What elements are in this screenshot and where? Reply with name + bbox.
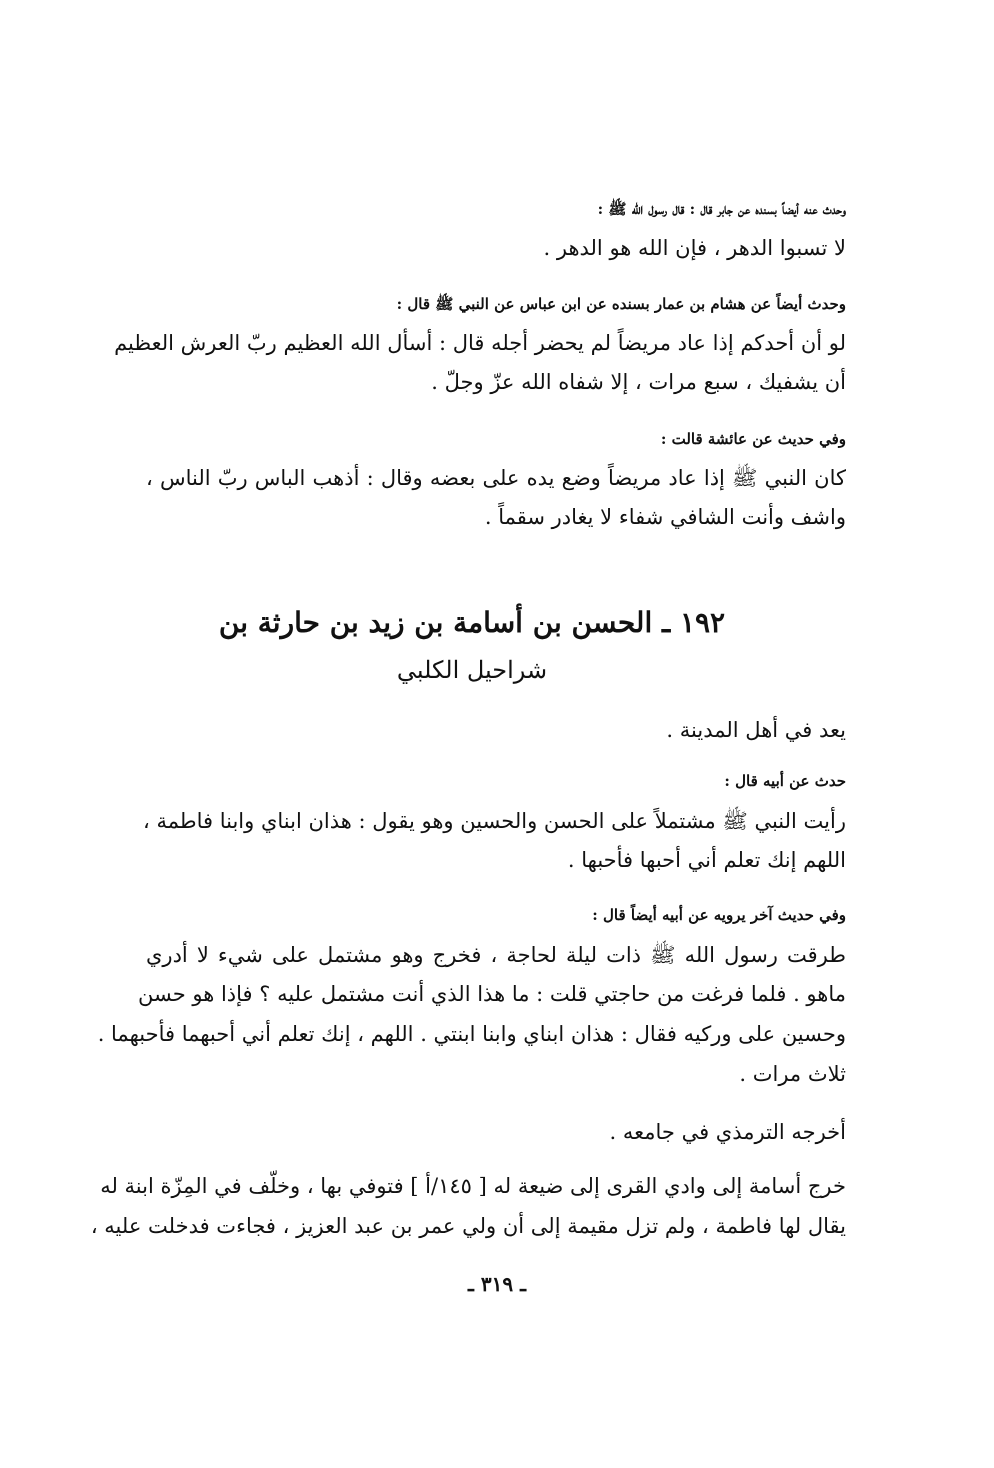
page-number: ـ ٣١٩ ـ <box>468 1272 526 1296</box>
entry-heading: ١٩٢ ـ الحسن بن أسامة بن زيد بن حارثة بن <box>218 606 726 639</box>
hadith-chain-jabir: وحدث عنه أيضاً بسنده عن جابر قال : قال رسول الله ﷺ : <box>597 200 846 218</box>
source-reference: أخرجه الترمذي في جامعه . <box>609 1120 846 1144</box>
hadith-text-night-visit-line-2: ماهو . فلما فرغت من حاجتي قلت : ما هذا الذي أنت مشتمل عليه ؟ فإذا هو حسن <box>137 982 846 1006</box>
hadith-chain-father-2: وفي حديث آخر يرويه عن أبيه أيضاً قال : <box>592 906 846 924</box>
entry-note: يعد في أهل المدينة . <box>666 718 846 742</box>
hadith-chain-aisha: وفي حديث عن عائشة قالت : <box>660 430 846 448</box>
hadith-text-dahr: لا تسبوا الدهر ، فإن الله هو الدهر . <box>543 236 846 260</box>
hadith-text-night-visit-line-1: طرقت رسول الله ﷺ ذات ليلة لحاجة ، فخرج وهو مشتمل على شيء لا أدري <box>146 943 846 967</box>
narrative-line-1: خرج أسامة إلى وادي القرى إلى ضيعة له [ ١٤٥/أ ] فتوفي بها ، وخلّف في المِزّة ابنة له <box>100 1174 846 1198</box>
entry-heading-continued: شراحيل الكلبي <box>396 656 548 684</box>
hadith-text-aisha-line-1: كان النبي ﷺ إذا عاد مريضاً وضع يده على بعضه وقال : أذهب الباس ربّ الناس ، <box>146 466 846 490</box>
hadith-chain-ibn-abbas: وحدث أيضاً عن هشام بن عمار بسنده عن ابن عباس عن النبي ﷺ قال : <box>396 295 846 313</box>
hadith-text-hasan-husayn-line-1: رأيت النبي ﷺ مشتملاً على الحسن والحسين وهو يقول : هذان ابناي وابنا فاطمة ، <box>143 809 846 833</box>
hadith-text-aisha-line-2: واشف وأنت الشافي شفاء لا يغادر سقماً . <box>484 505 846 529</box>
hadith-chain-father: حدث عن أبيه قال : <box>724 772 846 790</box>
hadith-text-hasan-husayn-line-2: اللهم إنك تعلم أني أحبها فأحبها . <box>567 848 846 872</box>
hadith-text-visiting-sick-line-2: أن يشفيك ، سبع مرات ، إلا شفاه الله عزّ وجلّ . <box>431 370 846 394</box>
hadith-text-night-visit-line-3: وحسين على وركيه فقال : هذان ابناي وابنا ابنتي . اللهم ، إنك تعلم أني أحبهما فأحبهما . <box>97 1022 846 1046</box>
hadith-text-visiting-sick-line-1: لو أن أحدكم إذا عاد مريضاً لم يحضر أجله قال : أسأل الله العظيم ربّ العرش العظيم <box>114 331 846 355</box>
narrative-line-2: يقال لها فاطمة ، ولم تزل مقيمة إلى أن ولي عمر بن عبد العزيز ، فجاءت فدخلت عليه ، <box>90 1214 846 1238</box>
hadith-text-night-visit-line-4: ثلاث مرات . <box>739 1062 846 1086</box>
